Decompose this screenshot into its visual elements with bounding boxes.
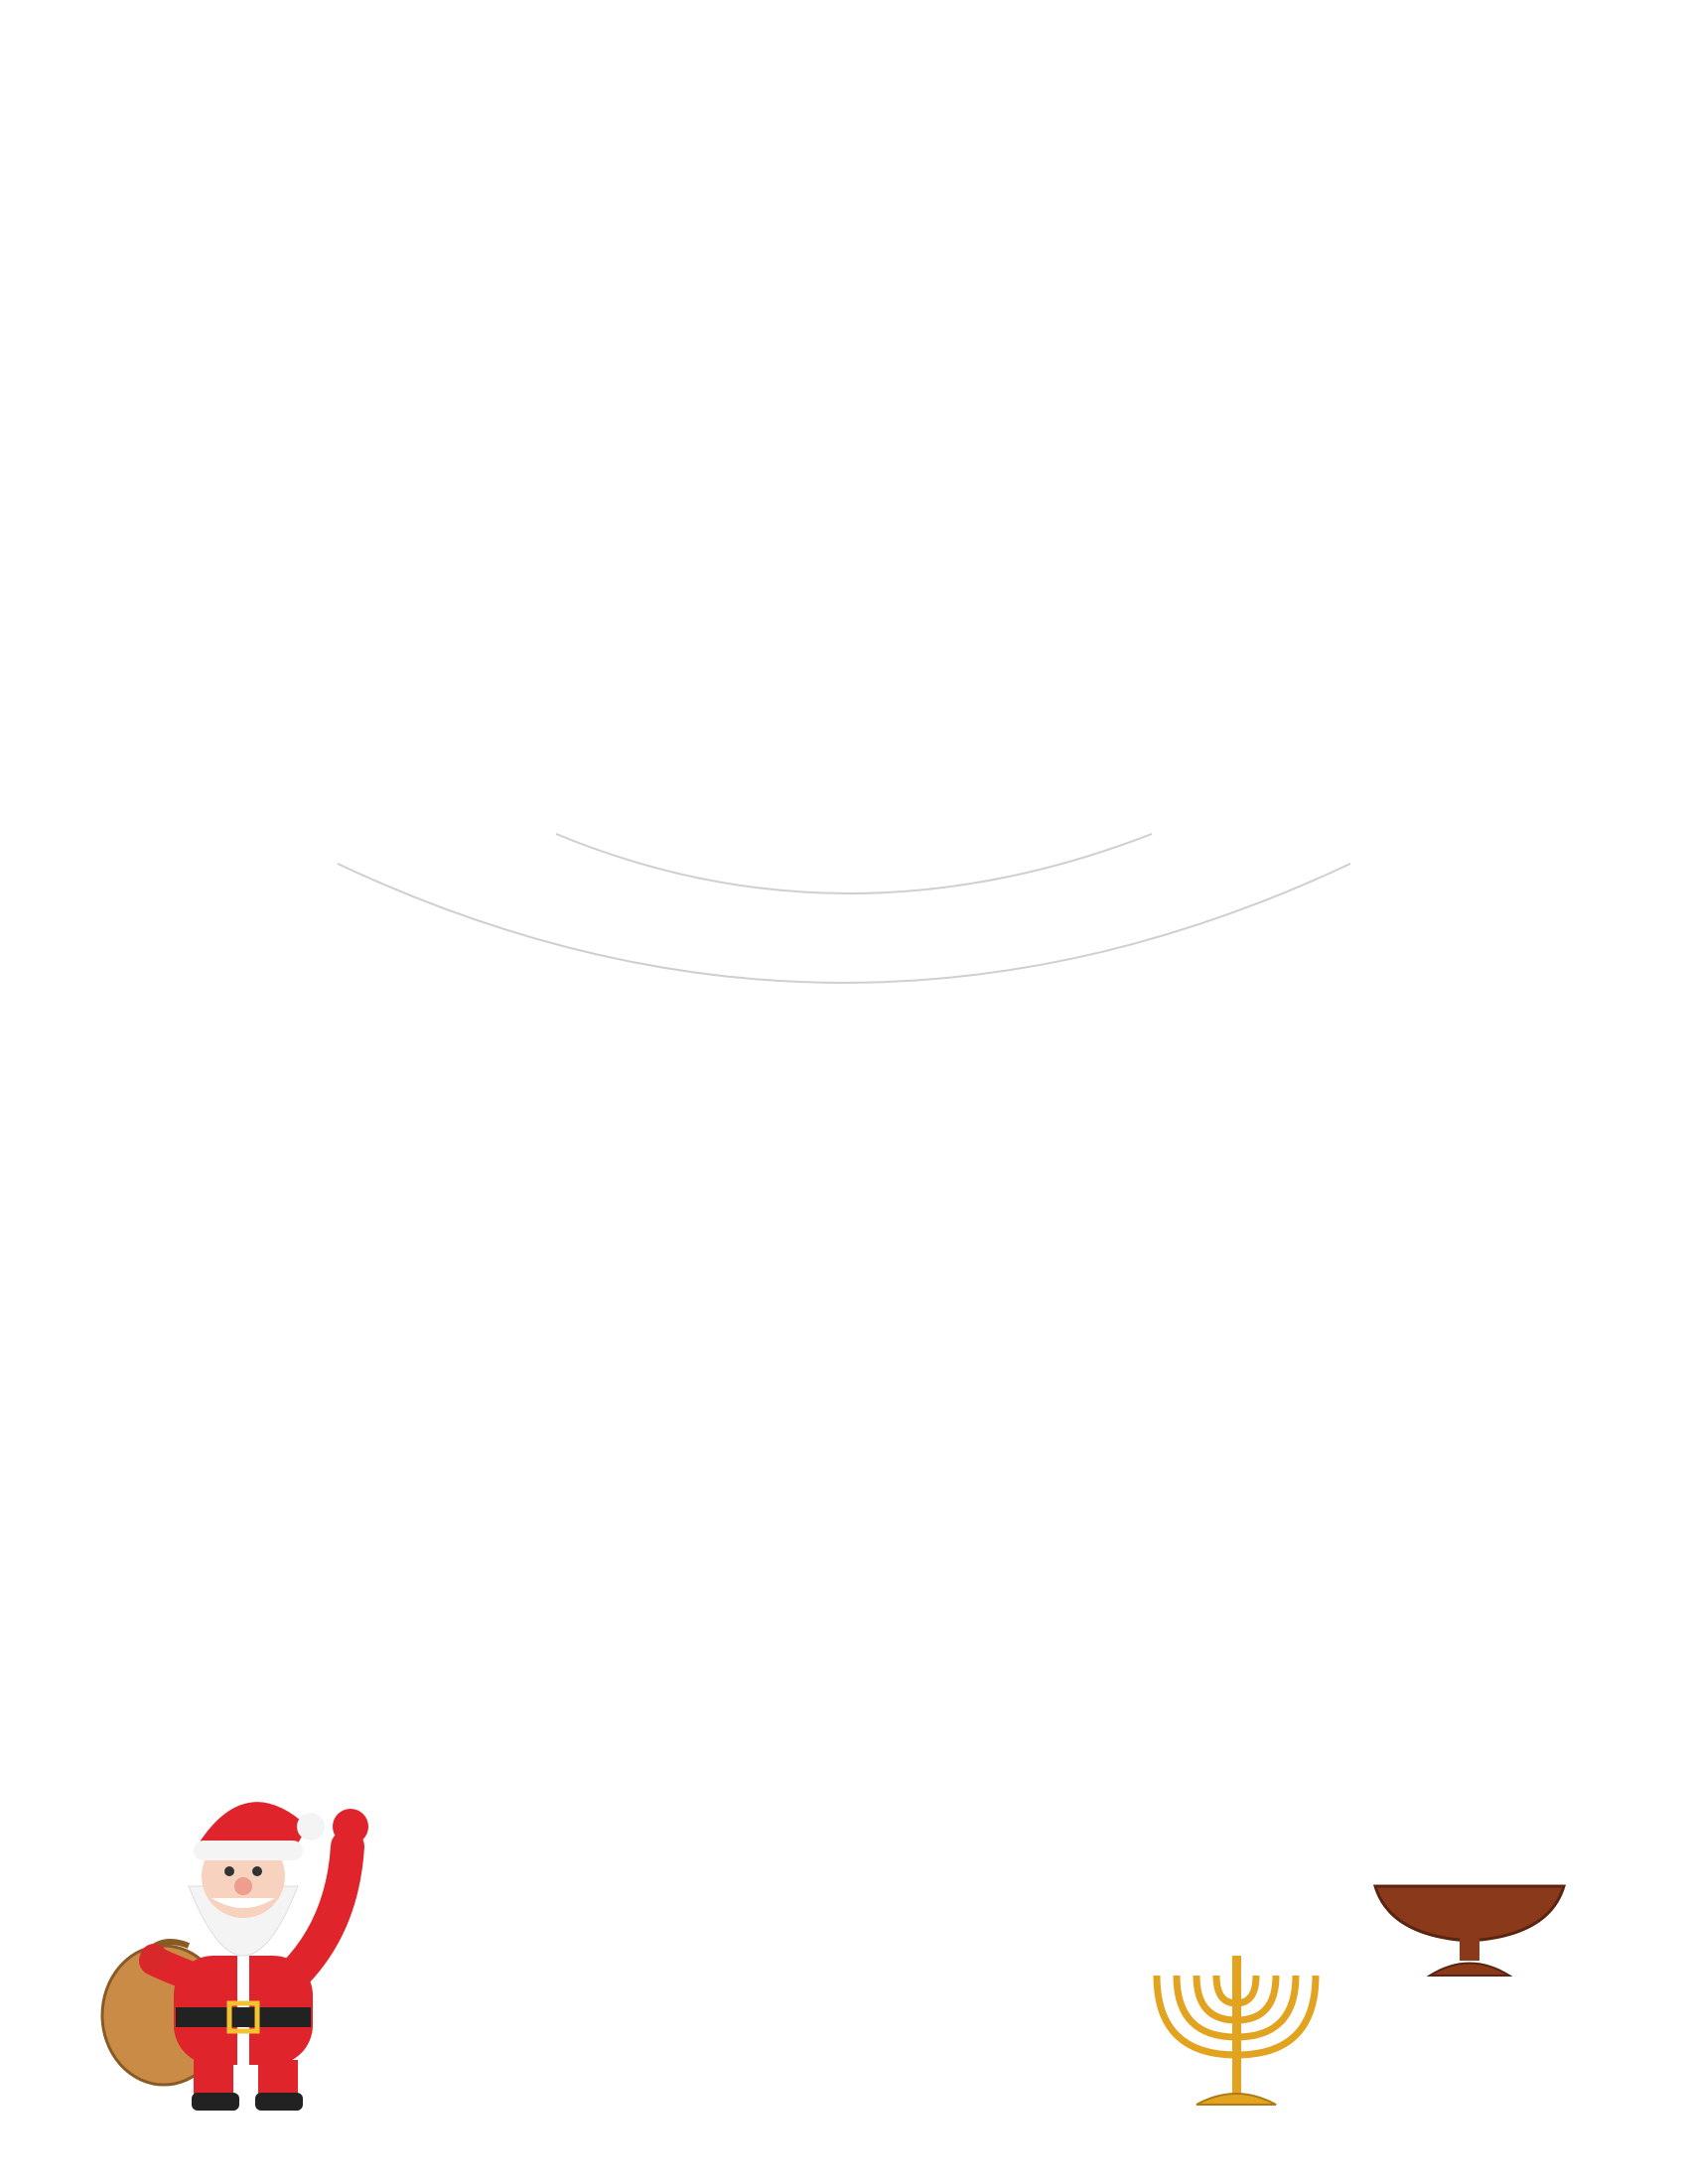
santa-illustration	[94, 1777, 412, 2115]
menorah-illustration	[1117, 1866, 1355, 2124]
kinara-illustration	[1360, 1772, 1579, 1990]
